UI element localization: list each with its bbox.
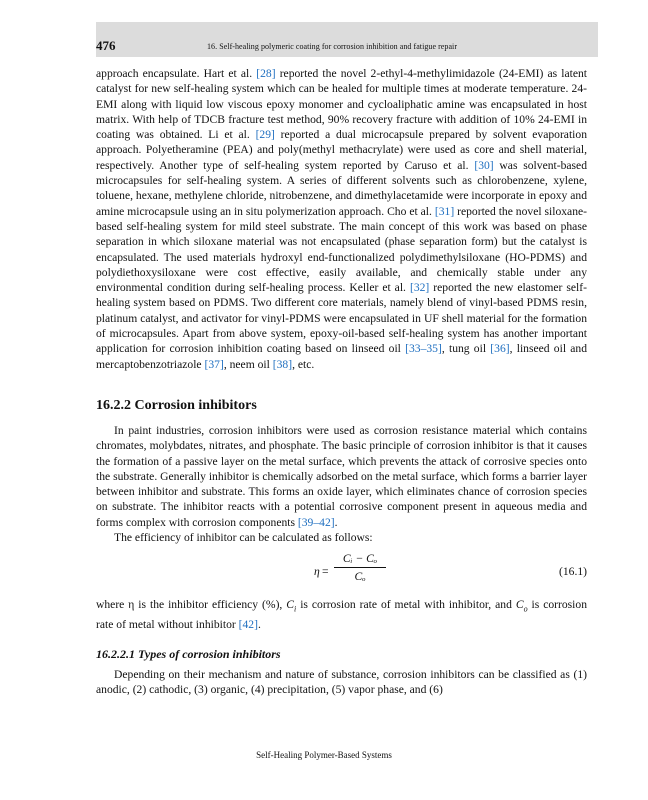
subsection-heading: 16.2.2.1 Types of corrosion inhibitors: [96, 647, 281, 662]
page-content: [96, 66, 587, 697]
equation: [96, 551, 587, 591]
citation-link[interactable]: [31]: [434, 204, 455, 218]
citation-link[interactable]: [37]: [204, 357, 224, 371]
paragraph-types: Depending on their mechanism and nature of substance, corrosion inhibitors can be classified as (1) anodic, (2) cathodic, (3) organic, (4) precipitation, (5) vapor phase, and (6): [96, 667, 587, 696]
section-heading: 16.2.2 Corrosion inhibitors: [96, 397, 257, 413]
paragraph-hart-et-al: approach encapsulate. Hart et al. [28] reported the novel 2-ethyl-4-methylimidazole (24-EMI) as latent catalyst for new self-healing system which can be healed for multiple times at moderate temperature. 24-EMI along with liquid low viscous epoxy monomer and cycloaliphatic amine was encapsulated in host matrix. With help of TDCB fracture test method, 90% recovery fracture with addition of 10% 24-EMI in coating was obtained. Li et al. [29] reported a dual microcapsule prepared by solvent evaporation approach. Polyetheramine (PEA) and poly(methyl methacrylate) were used as core and shell material, respectively. Another type of self-healing system reported by Caruso et al. [30] was solvent-based microcapsules for self-healing system. A series of different solvents such as chlorobenzene, xylene, toluene, hexane, methylene chloride, nitrobenzene, and dimethylacetamide were incorporate in epoxy and amine microcapsule using an in situ polymerization approach. Cho et al. [31] reported the novel siloxane-based self-healing system for mild steel substrate. The main concept of this work was based on phase separation in which siloxane material was not encapsulated (phase separation form) but the catalyst is encapsulated. The used materials hydroxyl end-functionalized polydimethylsiloxane (HO-PDMS) and polydiethoxysiloxane were cost effective, easily available, and chemically stable under any environmental condition during self-healing process. Keller et al. [32] reported the new elastomer self-healing system based on PDMS. Two different core materials, namely blend of vinyl-based PDMS resin, platinum catalyst, and activator for vinyl-PDMS were encapsulated in UF shell material for the formation of microcapsules. Apart from above system, epoxy-oil-based self-healing system has another important application for corrosion inhibition coating based on linseed oil [33–35], tung oil [36], linseed oil and mercaptobenzotriazole [37], neem oil [38], etc.: [96, 67, 588, 371]
citation-link[interactable]: [29]: [255, 128, 275, 142]
equation-fraction: [334, 551, 386, 586]
citation-link[interactable]: [38]: [272, 357, 293, 371]
equation-equals: =: [322, 565, 329, 579]
citation-link[interactable]: [30]: [474, 158, 494, 172]
citation-link[interactable]: [39–42]: [297, 515, 335, 529]
citation-link[interactable]: [42]: [238, 617, 258, 631]
equation-denominator: Cₒ: [354, 570, 366, 584]
citation-link[interactable]: [28]: [256, 67, 276, 80]
citation-link[interactable]: [36]: [490, 342, 510, 356]
equation-lhs: η: [314, 565, 320, 579]
citation-link[interactable]: [32]: [409, 281, 430, 295]
paragraph-efficiency: The efficiency of inhibitor can be calculated as follows:: [114, 531, 373, 545]
footer: Self-Healing Polymer-Based Systems: [256, 750, 392, 760]
paragraph-corrosion-inhibitors: In paint industries, corrosion inhibitors were used as corrosion resistance material which contains chromates, molybdates, nitrates, and phosphate. The basic principle of corrosion inhibitor is that it causes the formation of a passive layer on the metal surface, which prevents the attack of corrosive species onto the substrate. Generally inhibitor is chemically adsorbed on the metal surface, which forms a barrier layer between inhibitor and substrate. This forms an oxide layer, which eliminates chance of corrosion species on substrate. The inhibitor reacts with a potential corrosive component present in aqueous media and forms complex with corrosion components [39–42].: [96, 423, 587, 529]
paragraph-where: where η is the inhibitor efficiency (%), $C_i$ is corrosion rate of metal with inhibitor, and $C_o$ is corrosion rate of metal without inhibitor [42].: [96, 598, 587, 631]
equation-number: (16.1): [558, 565, 587, 579]
page-number: 476: [96, 38, 116, 53]
citation-link[interactable]: [33–35]: [405, 342, 442, 356]
equation-numerator: Cᵢ − Cₒ: [334, 551, 386, 568]
header-band: [96, 22, 598, 57]
running-title: 16. Self-healing polymeric coating for corrosion inhibition and fatigue repair: [207, 42, 458, 51]
